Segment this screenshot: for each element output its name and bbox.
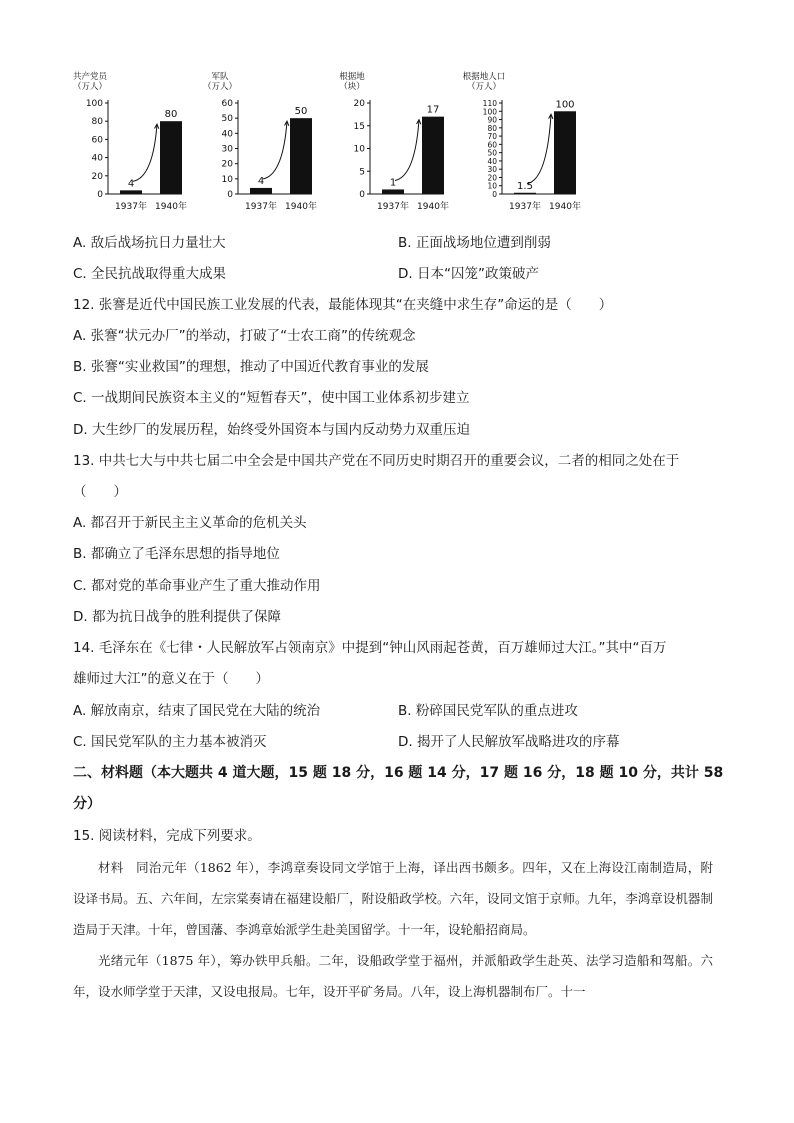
x-category-label: 1937年 <box>115 202 147 212</box>
q15-material-paragraph-2: 光绪元年（1875 年），筹办铁甲兵船。二年，设船政学堂于福州，并派船政学生赴英、法学习造船和驾船。六年，设水师学堂于天津，又设电报局。七年，设开平矿务局。八年，设上海机器制布厂。十一 <box>73 953 713 999</box>
q14-option-b: B. 粉碎国民党军队的重点进攻 <box>398 703 578 719</box>
growth-arrow <box>263 121 287 179</box>
y-tick-label: 30 <box>487 165 497 175</box>
x-category-label: 1940年 <box>285 202 317 212</box>
q15-material <box>73 852 713 1007</box>
y-tick-label: 15 <box>353 121 365 132</box>
bar-value-label: 1 <box>389 177 397 189</box>
y-axis-title-line: （块） <box>339 82 365 92</box>
q13-option-c: C. 都对党的革命事业产生了重大推动作用 <box>73 578 321 594</box>
chart-army <box>200 70 320 220</box>
y-tick-label: 60 <box>487 140 497 150</box>
y-tick-label: 10 <box>353 144 365 155</box>
growth-arrow <box>133 124 157 181</box>
q11-option-d: D. 日本“囚笼”政策破产 <box>398 266 539 282</box>
bar-value-label: 4 <box>257 175 265 187</box>
q15-stem: 15. 阅读材料，完成下列要求。 <box>73 828 261 844</box>
y-tick-label: 40 <box>487 156 497 166</box>
y-tick-label: 0 <box>359 190 365 200</box>
y-tick-label: 20 <box>221 159 233 170</box>
q12-option-c: C. 一战期间民族资本主义的“短暂春天”，使中国工业体系初步建立 <box>73 390 470 406</box>
q12-option-d: D. 大生纱厂的发展历程，始终受外国资本与国内反动势力双重压迫 <box>73 422 470 438</box>
bar-value-label: 17 <box>426 104 440 116</box>
bar-value-label: 1.5 <box>517 180 533 192</box>
bar-chart-army <box>200 70 320 220</box>
y-tick-label: 110 <box>482 99 497 108</box>
growth-arrow <box>527 114 551 183</box>
y-axis-title-line: 共产党员 <box>72 72 108 82</box>
q14-option-a: A. 解放南京，结束了国民党在大陆的统治 <box>73 703 321 719</box>
statistics-charts <box>70 70 590 220</box>
bar-value-label: 50 <box>294 106 308 118</box>
q13-option-b: B. 都确立了毛泽东思想的指导地位 <box>73 546 280 562</box>
y-tick-label: 70 <box>487 132 497 142</box>
q11-option-b: B. 正面战场地位遭到削弱 <box>398 235 551 251</box>
bar-1937年 <box>120 190 142 194</box>
q11-option-a: A. 敌后战场抗日力量壮大 <box>73 235 226 251</box>
x-category-label: 1937年 <box>245 202 277 212</box>
bar-chart-base-population <box>464 70 584 220</box>
y-tick-label: 20 <box>487 173 497 183</box>
q14-option-c: C. 国民党军队的主力基本被消灭 <box>73 734 267 750</box>
q13-option-a: A. 都召开于新民主主义革命的危机关头 <box>73 515 307 531</box>
q12-option-b: B. 张謇“实业救国”的理想，推动了中国近代教育事业的发展 <box>73 359 429 375</box>
q12-stem: 12. 张謇是近代中国民族工业发展的代表，最能体现其“在夹缝中求生存”命运的是（ ） <box>73 297 613 313</box>
section-heading-line1: 二、材料题（本大题共 4 道大题，15 题 18 分，16 题 14 分，17 题 16 分，18 题 10 分，共计 58 <box>73 765 724 781</box>
y-axis-title-line: （万人） <box>466 82 502 92</box>
q15-material-paragraph-1: 材料 同治元年（1862 年），李鸿章奏设同文学馆于上海，译出西书颇多。四年，又在上海设江南制造局，附设译书局。五、六年间，左宗棠奏请在福建设船厂，附设船政学校。六年，设同文馆于京师。九年，李鸿章设机器制造局于天津。十年，曾国藩、李鸿章始派学生赴美国留学。十一年，设轮船招商局。 <box>73 860 713 937</box>
y-tick-label: 20 <box>353 99 365 109</box>
bar-1940年 <box>160 121 182 194</box>
bar-chart-base-areas <box>332 70 452 220</box>
x-category-label: 1937年 <box>377 202 409 212</box>
bar-value-label: 100 <box>555 99 575 111</box>
bar-1940年 <box>554 111 576 194</box>
x-category-label: 1940年 <box>549 202 581 212</box>
y-axis-title-line: 军队 <box>211 72 229 82</box>
y-tick-label: 40 <box>91 153 103 164</box>
y-tick-label: 100 <box>482 107 497 117</box>
y-axis-title-line: （万人） <box>72 82 108 92</box>
bar-chart-party-members <box>70 70 190 220</box>
y-tick-label: 100 <box>85 99 103 109</box>
q13-stem-line2: （ ） <box>73 484 127 500</box>
y-tick-label: 30 <box>221 144 233 155</box>
q12-option-a: A. 张謇“状元办厂”的举动，打破了“士农工商”的传统观念 <box>73 328 416 344</box>
y-tick-label: 40 <box>221 129 233 140</box>
y-tick-label: 50 <box>487 148 497 158</box>
chart-base-population <box>464 70 584 220</box>
q11-option-c: C. 全民抗战取得重大成果 <box>73 266 227 282</box>
bar-value-label: 4 <box>127 178 135 190</box>
bar-1937年 <box>250 188 272 194</box>
y-tick-label: 90 <box>487 115 497 125</box>
q13-stem-line1: 13. 中共七大与中共七届二中全会是中国共产党在不同历史时期召开的重要会议，二者的相同之处在于 <box>73 453 680 469</box>
bar-1940年 <box>422 117 444 194</box>
chart-base-areas <box>332 70 452 220</box>
q14-stem-line1: 14. 毛泽东在《七律・人民解放军占领南京》中提到“钟山风雨起苍黄，百万雄师过大江。”其中“百万 <box>73 640 667 656</box>
y-tick-label: 0 <box>97 190 103 200</box>
y-tick-label: 5 <box>359 167 365 178</box>
y-tick-label: 20 <box>91 171 103 182</box>
y-axis-title-line: （万人） <box>202 82 238 92</box>
q13-option-d: D. 都为抗日战争的胜利提供了保障 <box>73 609 281 625</box>
y-tick-label: 0 <box>492 190 497 199</box>
y-axis-title-line: 根据地 <box>339 72 365 82</box>
bar-1937年 <box>514 193 536 195</box>
x-category-label: 1940年 <box>417 202 449 212</box>
q14-option-d: D. 揭开了人民解放军战略进攻的序幕 <box>398 734 620 750</box>
y-tick-label: 0 <box>227 190 233 200</box>
y-tick-label: 80 <box>487 123 497 133</box>
bar-1937年 <box>382 189 404 194</box>
section-heading-line2: 分） <box>73 796 101 812</box>
y-tick-label: 60 <box>221 99 233 109</box>
q14-stem-line2: 雄师过大江”的意义在于（ ） <box>73 671 269 687</box>
x-category-label: 1937年 <box>509 202 541 212</box>
bar-1940年 <box>290 118 312 194</box>
chart-party-members <box>70 70 190 220</box>
y-tick-label: 80 <box>91 117 103 128</box>
x-category-label: 1940年 <box>155 202 187 212</box>
y-tick-label: 10 <box>487 181 497 191</box>
y-tick-label: 50 <box>221 114 233 125</box>
y-tick-label: 60 <box>91 135 103 146</box>
growth-arrow <box>395 120 419 181</box>
bar-value-label: 80 <box>164 109 178 121</box>
y-axis-title-line: 根据地人口 <box>462 72 506 82</box>
y-tick-label: 10 <box>221 174 233 185</box>
